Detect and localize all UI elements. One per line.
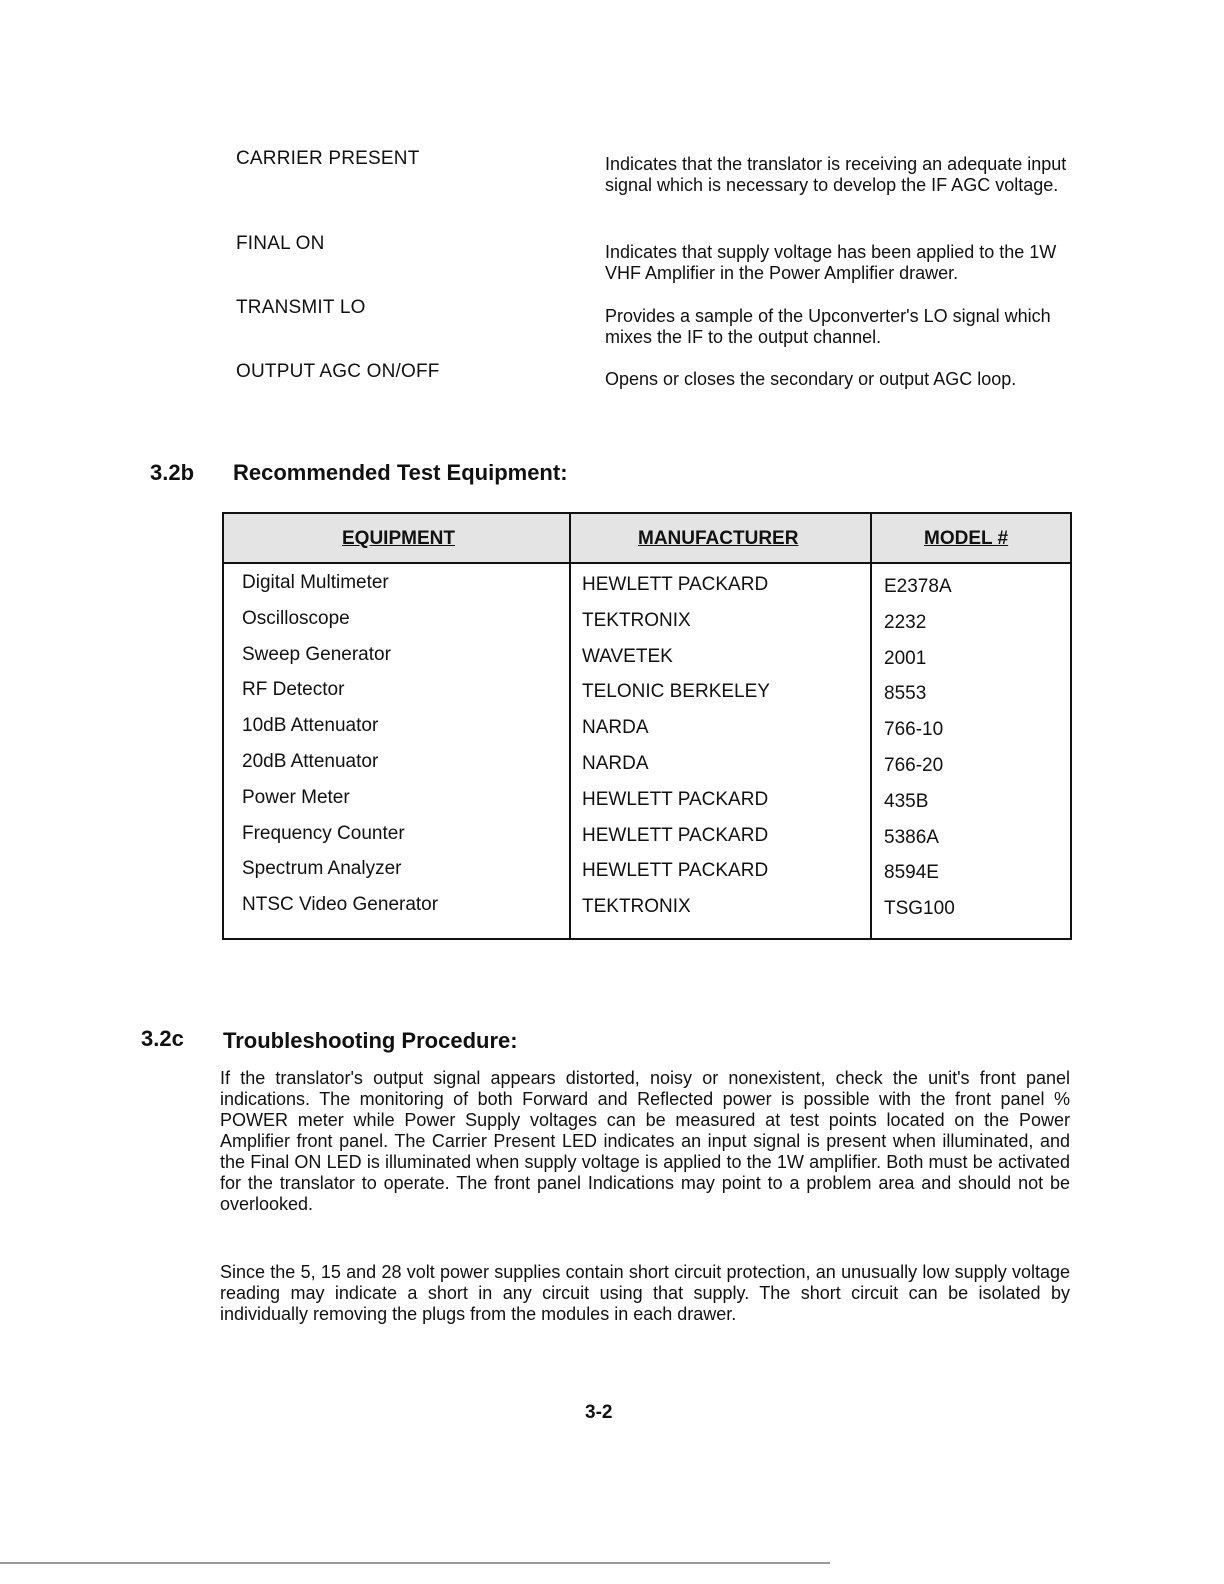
cell-manufacturer: WAVETEK	[582, 645, 673, 667]
cell-equipment: 10dB Attenuator	[242, 715, 379, 737]
cell-model: E2378A	[884, 576, 952, 597]
cell-manufacturer: HEWLETT PACKARD	[582, 860, 769, 882]
cell-manufacturer: HEWLETT PACKARD	[582, 788, 769, 810]
cell-manufacturer: HEWLETT PACKARD	[582, 824, 769, 846]
column-divider	[569, 514, 571, 938]
cell-equipment: 20dB Attenuator	[242, 751, 379, 772]
page-number: 3-2	[585, 1402, 613, 1423]
cell-model: 8594E	[884, 862, 939, 884]
cell-equipment: Sweep Generator	[242, 643, 391, 665]
cell-model: TSG100	[884, 898, 955, 920]
column-header-equipment: EQUIPMENT	[342, 528, 455, 549]
table-header	[224, 514, 1070, 564]
cell-equipment: NTSC Video Generator	[242, 894, 439, 916]
cell-manufacturer: NARDA	[582, 753, 649, 774]
indicator-term: CARRIER PRESENT	[236, 148, 420, 169]
cell-equipment: Digital Multimeter	[242, 572, 389, 593]
paragraph: Since the 5, 15 and 28 volt power supplies contain short circuit protection, an unusually low supply voltage reading may indicate a short in any circuit using that supply. The short circuit can be isolated by individually removing the plugs from the modules in each drawer.	[220, 1262, 1070, 1324]
cell-manufacturer: NARDA	[582, 717, 649, 739]
cell-model: 2232	[884, 611, 927, 633]
indicator-description: Provides a sample of the Upconverter's LO signal which mixes the IF to the output channel.	[605, 306, 1051, 347]
cell-equipment: Frequency Counter	[242, 822, 405, 844]
cell-model: 766-20	[884, 755, 944, 776]
cell-manufacturer: HEWLETT PACKARD	[582, 574, 769, 595]
column-header-model: MODEL #	[924, 528, 1009, 549]
indicator-description: Indicates that supply voltage has been applied to the 1W VHF Amplifier in the Power Amplifier drawer.	[605, 242, 1057, 283]
cell-model: 8553	[884, 683, 927, 705]
cell-equipment: Oscilloscope	[242, 607, 350, 629]
cell-manufacturer: TEKTRONIX	[582, 896, 691, 918]
cell-manufacturer: TEKTRONIX	[582, 609, 691, 631]
cell-model: 5386A	[884, 826, 939, 848]
indicator-description: Indicates that the translator is receiving an adequate input signal which is necessary to develop the IF AGC voltage.	[605, 154, 1067, 195]
column-header-manufacturer: MANUFACTURER	[638, 528, 799, 549]
indicator-term: OUTPUT AGC ON/OFF	[236, 361, 440, 382]
cell-manufacturer: TELONIC BERKELEY	[582, 681, 770, 703]
paragraph: If the translator's output signal appears distorted, noisy or nonexistent, check the unit's front panel indications. The monitoring of both Forward and Reflected power is possible with the front panel % POWER meter while Power Supply voltages can be measured at test points located on the Power Amplifier front panel. The Carrier Present LED indicates an input signal is present when illuminated, and the Final ON LED is illuminated when supply voltage is applied to the 1W amplifier. Both must be activated for the translator to operate. The front panel Indications may point to a problem area and should not be overlooked.	[220, 1068, 1070, 1214]
equipment-table	[222, 512, 1072, 940]
section-number: 3.2b	[150, 460, 195, 485]
indicator-term: FINAL ON	[236, 233, 325, 254]
section-title: Recommended Test Equipment:	[233, 460, 568, 485]
footer-rule	[0, 1562, 830, 1564]
cell-equipment: Power Meter	[242, 786, 350, 808]
cell-model: 435B	[884, 790, 929, 812]
cell-model: 766-10	[884, 719, 944, 741]
cell-model: 2001	[884, 647, 927, 669]
cell-equipment: RF Detector	[242, 679, 345, 701]
indicator-description: Opens or closes the secondary or output AGC loop.	[605, 369, 1017, 389]
section-title: Troubleshooting Procedure:	[223, 1028, 518, 1053]
cell-equipment: Spectrum Analyzer	[242, 858, 402, 880]
column-divider	[870, 514, 872, 938]
section-number: 3.2c	[141, 1026, 184, 1051]
indicator-term: TRANSMIT LO	[236, 297, 366, 318]
